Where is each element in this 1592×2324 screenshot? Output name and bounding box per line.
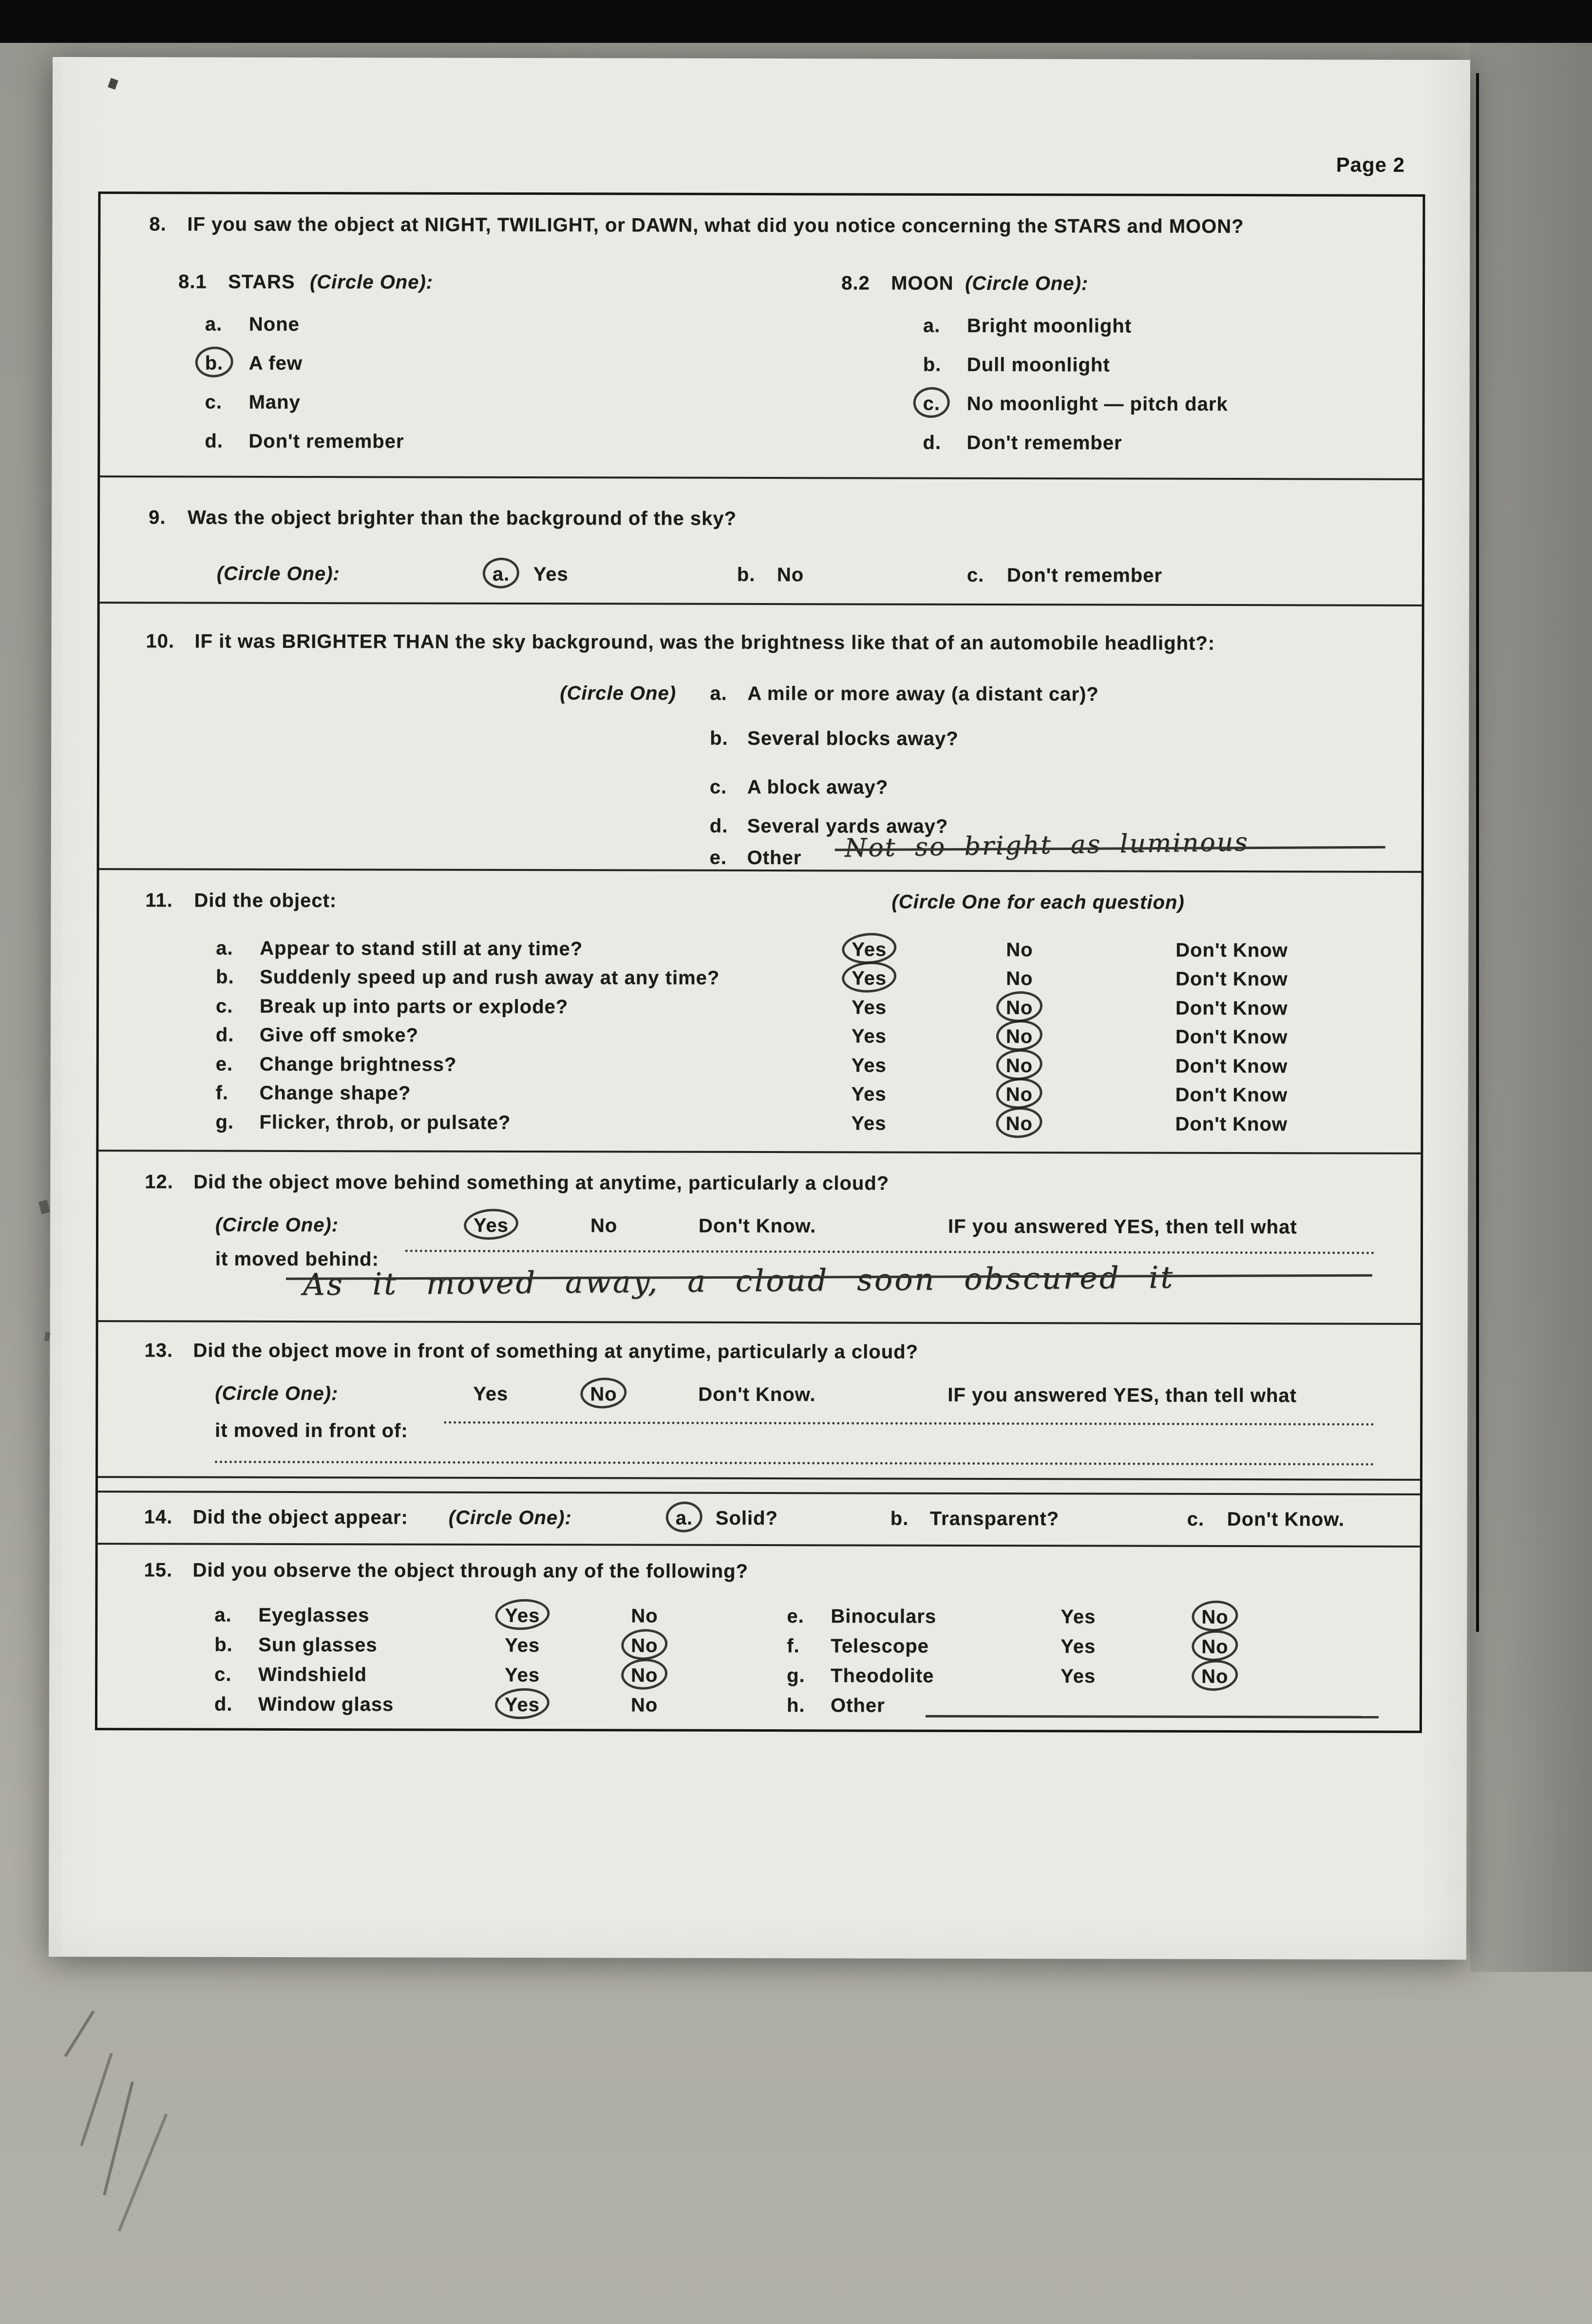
question-text: Did the object move behind something at anytime, particularly a cloud? (193, 1171, 890, 1194)
row-letter: c. (214, 1663, 232, 1685)
option-label: Several yards away? (747, 815, 948, 837)
row-label: Suddenly speed up and rush away at any time? (260, 966, 720, 989)
subquestion-number: 8.1 (178, 271, 207, 293)
question-number: 11. (145, 889, 173, 911)
answer-dk: Don't Know (1175, 1084, 1288, 1106)
row-label: Sun glasses (258, 1634, 378, 1656)
row-label: Window glass (258, 1693, 394, 1716)
option-label: Yes (533, 564, 569, 586)
option-letter: d. (923, 432, 942, 453)
option-label: Bright moonlight (967, 315, 1132, 337)
answer-no: No (1005, 1055, 1033, 1077)
answer-line (444, 1421, 1374, 1426)
scan-artifact (80, 2053, 113, 2146)
circle-one-note: (Circle One): (310, 271, 434, 293)
question-14-section (98, 1491, 1420, 1546)
option-letter: c. (923, 393, 941, 415)
tell-what-label: it moved behind: (215, 1248, 379, 1270)
question-9-section (100, 475, 1422, 605)
subquestion-title: MOON (891, 272, 954, 294)
row-label: Theodolite (831, 1665, 934, 1687)
option-letter: a. (205, 313, 223, 335)
scan-artifact (103, 2081, 134, 2195)
circle-one-note: (Circle One): (216, 563, 340, 585)
answer-no: No (1006, 939, 1033, 961)
option-label: Don't remember (248, 430, 404, 453)
row-letter: b. (214, 1634, 233, 1656)
question-number: 8. (149, 213, 167, 235)
option-letter: b. (890, 1508, 909, 1530)
option-letter: c. (709, 776, 727, 798)
answer-yes: Yes (474, 1214, 509, 1236)
row-letter: d. (215, 1024, 234, 1046)
answer-no: No (630, 1694, 658, 1716)
row-letter: a. (216, 937, 233, 959)
question-number: 15. (144, 1559, 173, 1581)
answer-yes: Yes (851, 997, 887, 1019)
questionnaire-form (95, 191, 1425, 1733)
option-label: Transparent? (929, 1508, 1060, 1530)
question-11-section (98, 868, 1421, 1153)
handwritten-answer: Not so bright as luminous (844, 827, 1250, 863)
answer-line (215, 1461, 1374, 1466)
circle-one-note: (Circle One for each question) (891, 891, 1185, 913)
answer-dk: Don't Know (1175, 1113, 1288, 1135)
answer-no: No (1201, 1665, 1229, 1688)
scan-edge-line (1476, 73, 1479, 1632)
scan-black-border-top (0, 0, 1592, 43)
option-label: A few (248, 352, 303, 375)
answer-yes: Yes (505, 1664, 540, 1686)
answer-yes: Yes (851, 1025, 887, 1047)
answer-yes: Yes (505, 1605, 540, 1627)
question-10-section (99, 602, 1422, 871)
row-letter: e. (215, 1053, 233, 1075)
question-text: IF you saw the object at NIGHT, TWILIGHT, or DAWN, what did you notice concerning the STARS and MOON? (187, 213, 1244, 238)
answer-yes: Yes (1061, 1636, 1096, 1658)
answer-yes: Yes (1061, 1606, 1096, 1628)
option-letter: d. (709, 815, 728, 837)
row-letter: e. (787, 1606, 804, 1627)
option-letter: b. (205, 352, 224, 374)
option-letter: b. (923, 354, 942, 376)
circle-one-note: (Circle One) (560, 682, 677, 704)
answer-no: No (1201, 1606, 1229, 1628)
question-15-section (97, 1543, 1420, 1731)
answer-no: No (590, 1215, 618, 1237)
option-label: Don't Know. (1227, 1509, 1345, 1530)
circle-one-note: (Circle One): (448, 1507, 572, 1529)
option-label: Dull moonlight (967, 354, 1110, 376)
row-label: Give off smoke? (259, 1024, 419, 1046)
question-number: 12. (145, 1171, 173, 1193)
row-label: Windshield (258, 1663, 367, 1686)
row-letter: f. (787, 1635, 800, 1657)
circle-one-note: (Circle One): (215, 1382, 339, 1405)
answer-yes: Yes (505, 1634, 540, 1657)
answer-no: No (1005, 1026, 1033, 1048)
answer-dk: Don't Know (1175, 939, 1288, 962)
answer-yes: Yes (851, 1055, 887, 1077)
answer-no: No (1005, 1113, 1033, 1135)
answer-yes: Yes (473, 1383, 509, 1405)
row-label: Telescope (831, 1635, 929, 1657)
question-number: 13. (144, 1340, 173, 1361)
answer-yes: Yes (851, 1113, 887, 1134)
row-letter: g. (215, 1111, 234, 1133)
row-letter: a. (214, 1604, 232, 1626)
row-label: Appear to stand still at any time? (260, 937, 583, 960)
option-label: Other (747, 847, 802, 869)
row-letter: b. (216, 966, 234, 988)
question-text: Did the object appear: (192, 1506, 408, 1529)
option-label: No (777, 564, 804, 586)
row-label: Change brightness? (259, 1053, 457, 1076)
row-letter: d. (214, 1693, 233, 1715)
option-label: Many (248, 391, 301, 414)
answer-dk: Don't Know (1175, 997, 1288, 1020)
option-letter: c. (967, 564, 985, 586)
answer-no: No (631, 1635, 658, 1657)
row-label: Change shape? (259, 1082, 411, 1104)
question-text: Was the object brighter than the background of the sky? (188, 507, 737, 529)
row-label: Binoculars (831, 1606, 937, 1627)
row-letter: f. (215, 1082, 229, 1104)
answer-dk: Don't Know (1175, 1055, 1288, 1077)
option-label: A block away? (747, 776, 889, 798)
answer-no: No (631, 1605, 658, 1627)
question-12-section (98, 1150, 1421, 1323)
question-text: Did the object move in front of something at anytime, particularly a cloud? (193, 1340, 919, 1363)
subquestion-number: 8.2 (841, 272, 870, 294)
question-number: 10. (146, 630, 175, 652)
option-letter: b. (710, 727, 728, 749)
answer-dk: Don't Know (1175, 1026, 1288, 1048)
answer-dk: Don't Know. (698, 1383, 816, 1406)
scanned-page (49, 57, 1470, 1960)
option-label: Don't remember (967, 432, 1122, 454)
answer-no: No (1005, 1084, 1033, 1106)
option-letter: d. (205, 430, 224, 452)
question-text: Did the object: (194, 889, 337, 912)
option-letter: a. (675, 1507, 693, 1529)
option-label: Solid? (715, 1507, 778, 1530)
tell-what-text: IF you answered YES, than tell what (948, 1384, 1297, 1407)
row-label: Other (830, 1695, 885, 1717)
answer-dk: Don't Know. (699, 1215, 816, 1237)
row-label: Break up into parts or explode? (259, 995, 569, 1018)
scan-artifact (38, 1200, 50, 1214)
row-letter: g. (787, 1665, 805, 1687)
tell-what-label: it moved in front of: (215, 1419, 408, 1442)
subquestion-title: STARS (228, 271, 295, 293)
circle-one-note: (Circle One): (965, 272, 1089, 295)
tell-what-text: IF you answered YES, then tell what (948, 1215, 1297, 1238)
circle-one-note: (Circle One): (215, 1214, 339, 1236)
option-label: Don't remember (1006, 565, 1163, 586)
question-number: 9. (149, 507, 166, 529)
option-label: No moonlight — pitch dark (967, 393, 1228, 416)
scan-artifact (44, 1332, 51, 1341)
option-label: Several blocks away? (747, 727, 959, 750)
question-text: Did you observe the object through any of the following? (192, 1559, 749, 1582)
option-letter: c. (1187, 1508, 1205, 1530)
page-number: Page 2 (1336, 153, 1405, 176)
option-letter: e. (709, 847, 727, 869)
question-number: 14. (144, 1506, 173, 1528)
answer-line (405, 1249, 1375, 1254)
scan-artifact (64, 2010, 95, 2057)
option-label: A mile or more away (a distant car)? (747, 682, 1099, 705)
answer-no: No (1006, 968, 1033, 990)
question-text: IF it was BRIGHTER THAN the sky background, was the brightness like that of an automobile headlight?: (194, 630, 1215, 654)
row-label: Flicker, throb, or pulsate? (259, 1111, 511, 1134)
option-letter: a. (710, 682, 727, 704)
scan-right-shadow (1470, 43, 1592, 1972)
row-letter: h. (786, 1695, 805, 1717)
option-letter: a. (492, 563, 510, 585)
option-label: None (248, 313, 300, 336)
answer-no: No (631, 1664, 658, 1686)
option-letter: b. (737, 564, 756, 586)
answer-line (926, 1715, 1379, 1719)
option-letter: a. (923, 315, 941, 337)
answer-no: No (1201, 1636, 1229, 1658)
answer-yes: Yes (852, 939, 887, 961)
row-label: Eyeglasses (258, 1604, 370, 1626)
question-13-section (98, 1320, 1421, 1479)
row-letter: c. (215, 995, 233, 1017)
option-letter: c. (205, 391, 223, 413)
answer-yes: Yes (851, 1083, 887, 1105)
answer-yes: Yes (504, 1694, 540, 1716)
answer-no: No (1005, 997, 1033, 1019)
handwritten-answer: As it moved away, a cloud soon obscured it (303, 1259, 1175, 1303)
answer-yes: Yes (1061, 1665, 1096, 1687)
answer-yes: Yes (852, 967, 887, 989)
answer-dk: Don't Know (1175, 968, 1288, 990)
question-8-section (100, 194, 1422, 478)
scan-artifact (118, 2113, 168, 2231)
answer-no: No (590, 1383, 617, 1405)
